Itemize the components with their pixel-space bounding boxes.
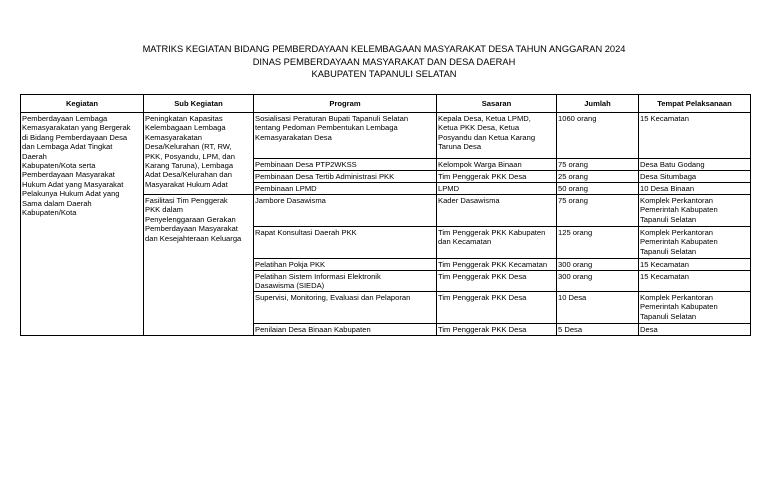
tempat-cell: Komplek Perkantoran Pemerintah Kabupaten Tapanuli Selatan (639, 195, 751, 227)
program-cell: Rapat Konsultasi Daerah PKK (254, 227, 437, 259)
kegiatan-text: Pemberdayaan Lembaga Kemasyarakatan yang Bergerak di Bidang Pemberdayaan Desa dan Lembaga Adat Tingkat Daerah Kabupaten/Kota serta Pemberdayaan Masyarakat Hukum Adat yang Masyarakat Pelakunya Hukum Adat yang Sama dalam Daerah Kabupaten/Kota (22, 114, 131, 218)
tempat-cell: Desa Batu Godang (639, 159, 751, 171)
jumlah-cell: 50 orang (557, 183, 639, 195)
tempat-cell: 15 Kecamatan (639, 271, 751, 292)
sasaran-cell: Tim Penggerak PKK Kecamatan (437, 259, 557, 271)
activity-matrix-table (20, 94, 751, 336)
kegiatan-cell (21, 113, 144, 336)
sub-kegiatan-text: Peningkatan Kapasitas Kelembagaan Lembaga Kemasyarakatan Desa/Kelurahan (RT, RW, PKK, Posyandu, LPM, dan Karang Taruna), Lembaga Adat Desa/Kelurahan dan Masyarakat Hukum Adat (145, 114, 235, 189)
sasaran-cell: Tim Penggerak PKK Desa (437, 292, 557, 324)
title-line-3: KABUPATEN TAPANULI SELATAN (311, 69, 457, 80)
sasaran-cell: Tim Penggerak PKK Desa (437, 271, 557, 292)
program-cell: Pembinaan LPMD (254, 183, 437, 195)
table-row (21, 113, 751, 159)
sasaran-cell: Tim Penggerak PKK Desa (437, 171, 557, 183)
jumlah-cell: 300 orang (557, 259, 639, 271)
header-jumlah: Jumlah (557, 95, 639, 113)
sub-kegiatan-text: Fasilitasi Tim Penggerak PKK dalam Penyelenggaraan Gerakan Pemberdayaan Masyarakat dan Kesejahteraan Keluarga (145, 196, 242, 243)
program-cell: Pembinaan Desa Tertib Administrasi PKK (254, 171, 437, 183)
sasaran-cell: Tim Penggerak PKK Kabupaten dan Kecamatan (437, 227, 557, 259)
jumlah-cell: 75 orang (557, 195, 639, 227)
jumlah-cell: 75 orang (557, 159, 639, 171)
sasaran-cell: Tim Penggerak PKK Desa (437, 324, 557, 336)
jumlah-cell: 25 orang (557, 171, 639, 183)
sasaran-cell: LPMD (437, 183, 557, 195)
sasaran-cell: Kepala Desa, Ketua LPMD, Ketua PKK Desa, Ketua Posyandu dan Ketua Karang Taruna Desa (437, 113, 557, 159)
table-header-row (21, 95, 751, 113)
header-sub-kegiatan: Sub Kegiatan (144, 95, 254, 113)
program-cell: Pelatihan Pokja PKK (254, 259, 437, 271)
tempat-cell: 10 Desa Binaan (639, 183, 751, 195)
tempat-cell: 15 Kecamatan (639, 259, 751, 271)
title-line-1: MATRIKS KEGIATAN BIDANG PEMBERDAYAAN KELEMBAGAAN MASYARAKAT DESA TAHUN ANGGARAN 2024 (142, 44, 626, 54)
document-title (0, 43, 768, 81)
header-tempat-pelaksanaan: Tempat Pelaksanaan (639, 95, 751, 113)
tempat-cell: Komplek Perkantoran Pemerintah Kabupaten Tapanuli Selatan (639, 292, 751, 324)
jumlah-cell: 300 orang (557, 271, 639, 292)
program-cell: Penilaian Desa Binaan Kabupaten (254, 324, 437, 336)
tempat-cell: 15 Kecamatan (639, 113, 751, 159)
program-cell: Supervisi, Monitoring, Evaluasi dan Pelaporan (254, 292, 437, 324)
jumlah-cell: 1060 orang (557, 113, 639, 159)
program-cell: Jambore Dasawisma (254, 195, 437, 227)
tempat-cell: Desa Situmbaga (639, 171, 751, 183)
program-cell: Pelatihan Sistem Informasi Elektronik Dasawisma (SIEDA) (254, 271, 437, 292)
header-program: Program (254, 95, 437, 113)
sub-kegiatan-cell (144, 113, 254, 195)
tempat-cell: Desa (639, 324, 751, 336)
program-cell: Pembinaan Desa PTP2WKSS (254, 159, 437, 171)
jumlah-cell: 10 Desa (557, 292, 639, 324)
header-kegiatan: Kegiatan (21, 95, 144, 113)
header-sasaran: Sasaran (437, 95, 557, 113)
title-line-2: DINAS PEMBERDAYAAN MASYARAKAT DAN DESA DAERAH (252, 56, 516, 67)
sub-kegiatan-cell (144, 195, 254, 336)
jumlah-cell: 125 orang (557, 227, 639, 259)
program-cell: Sosialisasi Peraturan Bupati Tapanuli Selatan tentang Pedoman Pembentukan Lembaga Kemasyarakatan Desa (254, 113, 437, 159)
jumlah-cell: 5 Desa (557, 324, 639, 336)
sasaran-cell: Kelompok Warga Binaan (437, 159, 557, 171)
tempat-cell: Komplek Perkantoran Pemerintah Kabupaten Tapanuli Selatan (639, 227, 751, 259)
sasaran-cell: Kader Dasawisma (437, 195, 557, 227)
